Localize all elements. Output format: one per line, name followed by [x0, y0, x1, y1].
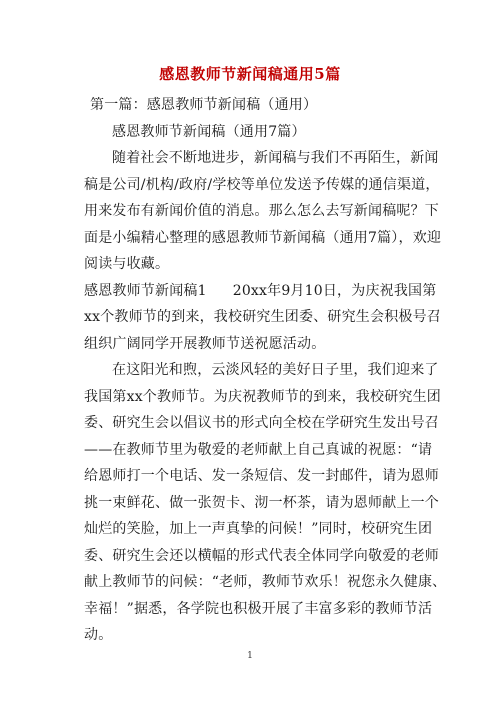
paragraph-line: 动。: [84, 627, 113, 643]
paragraph-line: 我国第xx个教师节。为庆祝教师节的到来，我校研究生团: [84, 388, 441, 405]
article-first-line-rest: 20xx年9月10日，为庆祝我国第: [232, 282, 437, 299]
paragraph-line: 挑一束鲜花、做一张贺卡、沏一杯茶，请为恩师献上一个: [84, 494, 439, 511]
intro-line: 随着社会不断地进步，新闻稿与我们不再陌生，新闻: [112, 150, 439, 166]
document-title: 感恩教师节新闻稿通用5篇: [159, 65, 341, 83]
paragraph-line: 在这阳光和煦，云淡风轻的美好日子里，我们迎来了: [112, 362, 439, 378]
paragraph-line: 给恩师打一个电话、发一条短信、发一封邮件，请为恩师: [84, 468, 439, 484]
intro-line: 面是小编精心整理的感恩教师节新闻稿（通用7篇），欢迎: [84, 229, 442, 246]
intro-line: 阅读与收藏。: [84, 256, 170, 272]
article-first-line: [84, 278, 437, 305]
paragraph-line: 委、研究生会以倡议书的形式向全校在学研究生发出号召: [84, 415, 439, 431]
page-number: 1: [247, 651, 253, 661]
intro-line: 稿是公司/机构/政府/学校等单位发送予传媒的通信渠道，: [84, 176, 440, 193]
document-body: [84, 92, 447, 649]
intro-line: 用来发布有新闻价值的消息。那么怎么去写新闻稿呢？下: [84, 203, 439, 219]
paragraph-line: 幸福！”据悉，各学院也积极开展了丰富多彩的教师节活: [84, 600, 433, 617]
subtitle: 感恩教师节新闻稿（通用7篇）: [112, 123, 306, 140]
article-label: 感恩教师节新闻稿1: [84, 282, 207, 299]
paragraph-line: 灿烂的笑脸，加上一声真挚的问候！”同时，校研究生团: [84, 521, 433, 537]
article-line: 组织广阔同学开展教师节送祝愿活动。: [84, 335, 326, 352]
paragraph-line: 委、研究生会还以横幅的形式代表全体同学向敬爱的老师: [84, 547, 439, 564]
paragraph-line: 献上教师节的问候：“老师，教师节欢乐！祝您永久健康、: [84, 574, 447, 590]
article-line: xx个教师节的到来，我校研究生团委、研究生会积极号召: [84, 309, 441, 325]
paragraph-line: ——在教师节里为敬爱的老师献上自己真诚的祝愿：“请: [84, 441, 433, 458]
section-heading: 第一篇：感恩教师节新闻稿（通用）: [90, 97, 318, 113]
